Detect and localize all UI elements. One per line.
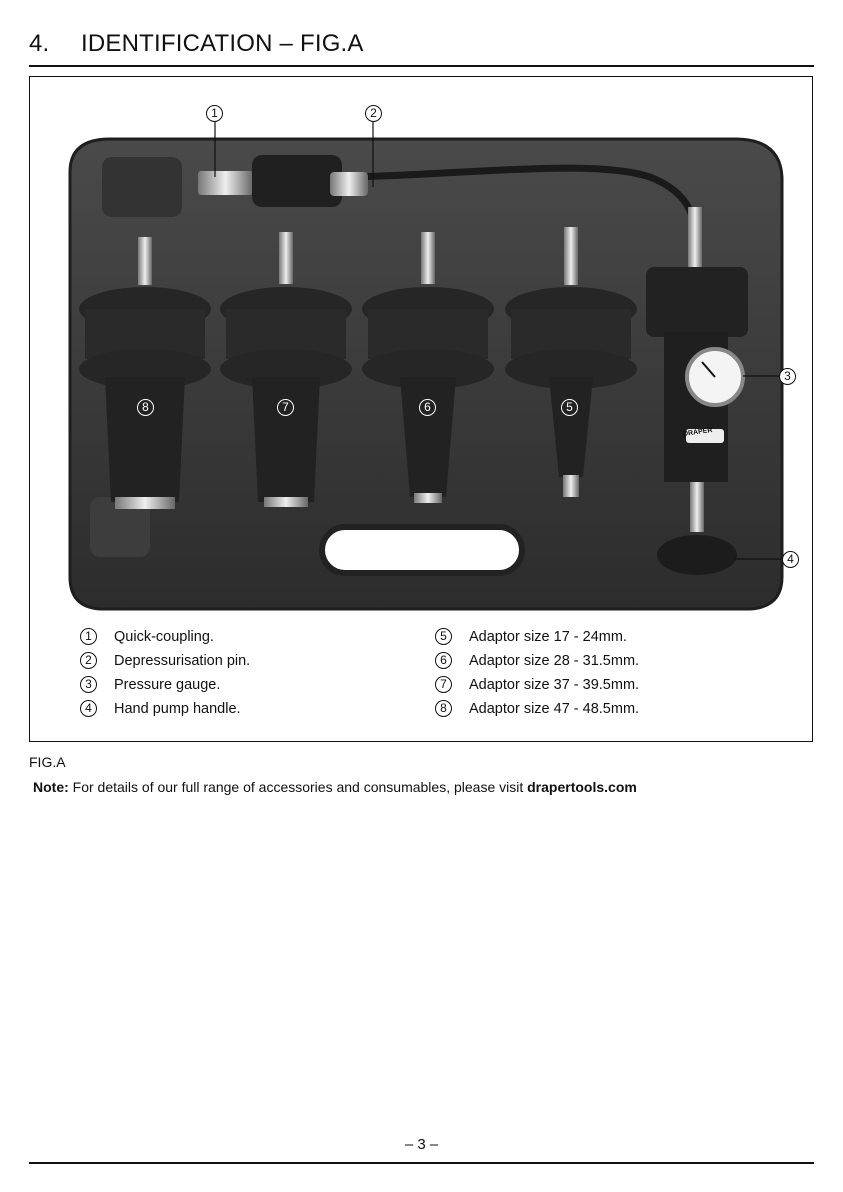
quick-coupling (198, 171, 253, 195)
top-rule (29, 65, 814, 67)
section-title: IDENTIFICATION – FIG.A (81, 30, 364, 57)
callout-1: 1 (206, 105, 223, 122)
note-label: Note: (33, 779, 69, 795)
callout-2: 2 (365, 105, 382, 122)
brand-mark: DRAPER (682, 426, 713, 439)
hand-pump-handle (657, 535, 737, 575)
handle-cutout (322, 527, 522, 573)
figure-caption: FIG.A (29, 754, 66, 770)
note-text: For details of our full range of accessories and consumables, please visit (68, 779, 528, 795)
page-number: – 3 – (404, 1136, 439, 1153)
callout-5: 5 (561, 399, 578, 416)
callout-7: 7 (277, 399, 294, 416)
callout-6: 6 (419, 399, 436, 416)
callout-4: 4 (782, 551, 799, 568)
bottom-rule (29, 1162, 814, 1164)
callout-8: 8 (137, 399, 154, 416)
callout-3: 3 (779, 368, 796, 385)
note-line (33, 779, 637, 795)
website-link[interactable]: drapertools.com (527, 779, 637, 795)
figure-frame: 1 2 3 4 5 6 7 8 DRAPER 1 Quick-coupling. 2 Depressurisation pin. 3 Pressure gauge. 4 Hand pump handle. 5 Adaptor size 17 - 24mm. 6 Adaptor size 28 - 31.5mm. 7 Adaptor size 37 - 39.5mm. 8 Adaptor size 47 - 48.5mm. (29, 76, 813, 742)
section-heading (29, 30, 364, 58)
section-number: 4. (29, 30, 50, 57)
